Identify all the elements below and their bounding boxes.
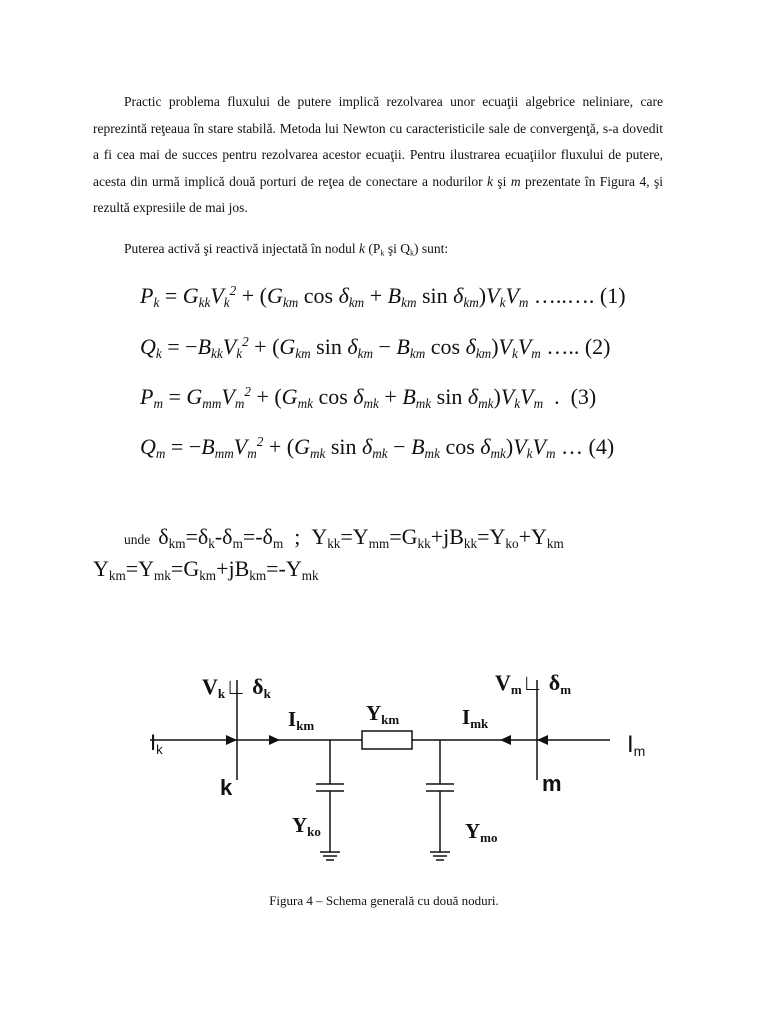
im-label: Im	[627, 731, 646, 759]
power-intro-paragraph: Puterea activă şi reactivă injectată în nodul k ($P_k$ şi $Q_k$) sunt:	[124, 241, 449, 258]
ik-arrow	[226, 735, 237, 745]
im-arrow	[537, 735, 548, 745]
ik-label: Ik	[150, 730, 163, 757]
ykm-label: Ykm	[366, 701, 400, 727]
ikm-arrow	[269, 735, 280, 745]
equation-2: $Q_k = -B_{kk}V_k^2 + (G_{km}$ $\sin \delta_{km} - B_{km}$ $\cos \delta_{km})V_kV_m$ ….. (2)	[140, 334, 611, 361]
equation-1: $P_k = G_{kk}V_k^2 + (G_{km}$ $\cos \delta_{km} + B_{km}$ $\sin \delta_{km})V_kV_m$ …..…. (1)	[140, 283, 626, 310]
unde-label: unde	[124, 532, 151, 547]
equation-1-number: (1)	[599, 283, 626, 308]
yko-label: Yko	[292, 813, 321, 839]
definitions-line-2: $Y_{km}=Y_{mk}=G_{km}+jB_{km}=-Y_{mk}$	[93, 556, 319, 583]
equation-2-number: (2)	[584, 334, 611, 359]
two-node-circuit-diagram	[140, 660, 660, 880]
node-m-label: m	[542, 771, 562, 796]
node-k-label: k	[220, 775, 233, 800]
equation-4: $Q_m = -B_{mm}V_m^2 + (G_{mk}$ $\sin \delta_{mk} - B_{mk}$ $\cos \delta_{mk})V_kV_m$ … (4)	[140, 434, 615, 461]
vm-label: Vm∟ δm	[495, 670, 572, 697]
equation-3-number: (3)	[570, 384, 597, 409]
equation-3: $P_m = G_{mm}V_m^2 + (G_{mk}$ $\cos \delta_{mk} + B_{mk}$ $\sin \delta_{mk})V_kV_m$ . (3)	[140, 384, 597, 411]
equation-4-number: (4)	[588, 434, 615, 459]
vk-label: Vk∟ δk	[202, 674, 271, 701]
intro-paragraph	[93, 89, 663, 222]
ymo-label: Ymo	[465, 819, 498, 845]
ikm-label: Ikm	[288, 707, 315, 733]
imk-arrow	[500, 735, 511, 745]
figure-caption: Figura 4 – Schema generală cu două noduri.	[269, 893, 499, 908]
intro-text-1: Practic problema fluxului de putere implică rezolvarea unor ecuaţii algebrice neliniare, care reprezintă reţeaua în stare stabilă. Metoda lui Newton cu caracteristicile sale de convergenţă, s-a dovedit a fi cea mai de succes pentru rezolvarea acestor ecuaţii. Pentru ilustrarea ecuaţiilor fluxului de putere, acesta din urmă implică două porturi de reţea de conectare a nodurilor k şi m prezentate în Figura 4, şi rezultă expresiile de mai jos.	[93, 94, 663, 216]
definitions-line-1: unde $\delta_{km}=\delta_k-\delta_m=-\delta_m$ ; $Y_{kk}=Y_{mm}=G_{kk}+jB_{kk}=Y_{ko}+Y_{km}$	[124, 524, 564, 551]
imk-label: Imk	[462, 705, 489, 731]
ykm-admittance	[362, 731, 412, 749]
